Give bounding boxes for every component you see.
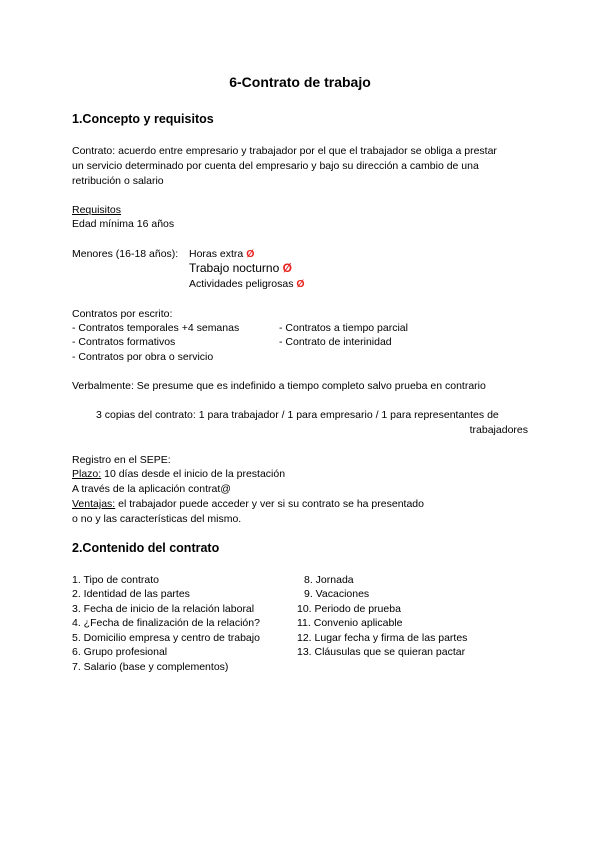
copias-line-2: trabajadores [469,424,528,436]
requisitos-label: Requisitos [72,204,122,216]
section-heading-concepto: 1.Concepto y requisitos [72,112,214,126]
contenido-item: 8. Jornada [304,574,354,586]
forbidden-icon: Ø [246,248,255,260]
verbalmente-text: Verbalmente: Se presume que es indefinido a tiempo completo salvo prueba en contrario [72,380,486,392]
contenido-item: 10. Periodo de prueba [297,603,401,615]
contenido-item: 4. ¿Fecha de finalización de la relación? [72,617,260,629]
copias-line-1: 3 copias del contrato: 1 para trabajador / 1 para empresario / 1 para representantes de [96,409,499,421]
ventajas-line-2: o no y las características del mismo. [72,513,242,525]
plazo-label: Plazo: [72,468,102,480]
contenido-item: 3. Fecha de inicio de la relación laboral [72,603,255,615]
contenido-item: 11. Convenio aplicable [297,617,403,629]
definition-line-3: retribución o salario [72,175,164,187]
page-title: 6-Contrato de trabajo [229,74,371,90]
contenido-item: 13. Cláusulas que se quieran pactar [297,646,466,658]
edad-minima: Edad mínima 16 años [72,218,175,230]
menores-item-label: Actividades peligrosas [189,278,294,290]
contenido-item: 7. Salario (base y complementos) [72,661,229,673]
escrito-left-item: - Contratos por obra o servicio [72,351,214,363]
forbidden-icon: Ø [296,278,305,290]
definition-line-2: un servicio determinado por cuenta del empresario y bajo su dirección a cambio de una [72,160,479,172]
registro-label: Registro en el SEPE: [72,454,171,466]
menores-label: Menores (16-18 años): [72,248,179,260]
menores-item-horas-extra [189,247,254,262]
escrito-left-item: - Contratos temporales +4 semanas [72,322,240,334]
section-heading-contenido: 2.Contenido del contrato [72,541,220,555]
forbidden-icon: Ø [282,261,292,275]
menores-item-actividades-peligrosas [189,277,305,292]
menores-item-trabajo-nocturno [189,261,292,276]
menores-item-label: Trabajo nocturno [189,261,280,275]
escrito-right-item: - Contratos a tiempo parcial [279,322,408,334]
contenido-item: 5. Domicilio empresa y centro de trabajo [72,632,260,644]
ventajas-line [72,497,424,512]
escrito-left-item: - Contratos formativos [72,336,176,348]
ventajas-text: el trabajador puede acceder y ver si su contrato se ha presentado [115,498,424,510]
escrito-label: Contratos por escrito: [72,308,173,320]
definition-line-1: Contrato: acuerdo entre empresario y trabajador por el que el trabajador se obliga a prestar [72,145,497,157]
contenido-item: 2. Identidad de las partes [72,588,190,600]
contenido-item: 9. Vacaciones [304,588,370,600]
contenido-item: 6. Grupo profesional [72,646,168,658]
aplicacion-text: A través de la aplicación contrat@ [72,483,231,495]
ventajas-label: Ventajas: [72,498,116,510]
escrito-right-item: - Contrato de interinidad [279,336,392,348]
contenido-item: 12. Lugar fecha y firma de las partes [297,632,468,644]
menores-item-label: Horas extra [189,248,244,260]
plazo-text: 10 días desde el inicio de la prestación [101,468,286,480]
contenido-item: 1. Tipo de contrato [72,574,159,586]
plazo-line [72,467,285,482]
